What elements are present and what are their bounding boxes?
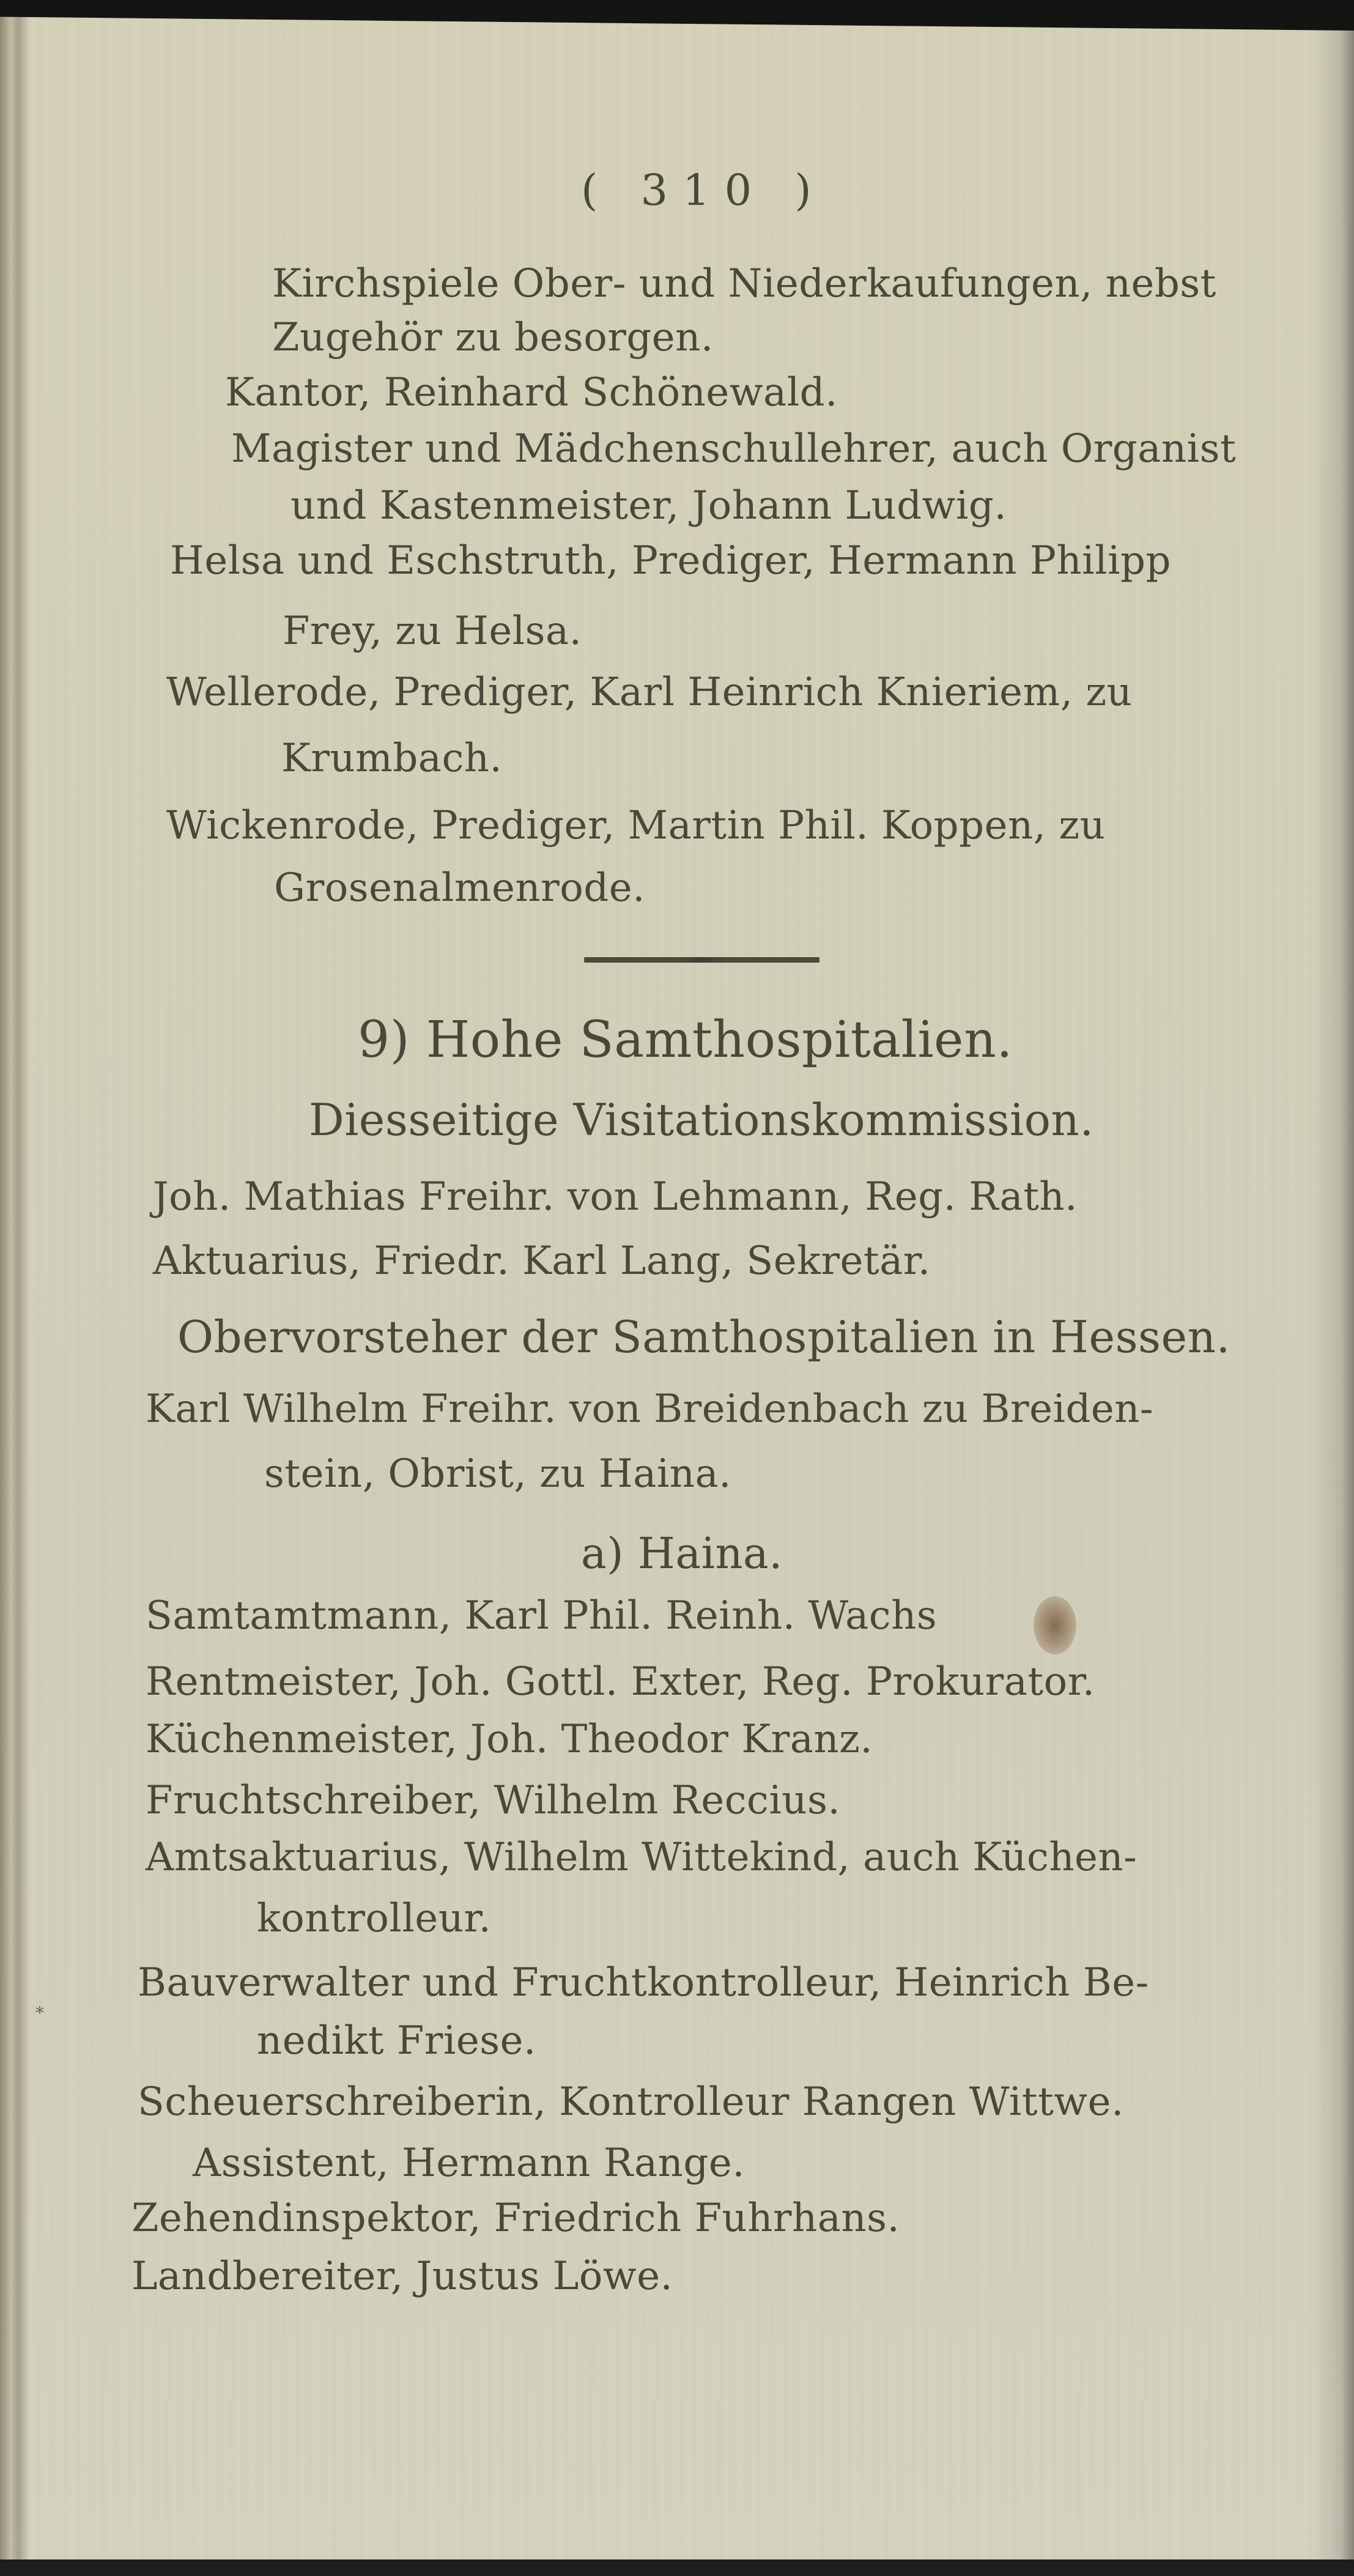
page-top-shadow (0, 0, 1354, 31)
continued-line-2: Zugehör zu besorgen. (272, 315, 714, 360)
haina-entry-assistent: Assistent, Hermann Range. (193, 2141, 745, 2186)
commission-heading: Diesseitige Visitationskommission. (309, 1094, 1094, 1146)
commission-member-1: Joh. Mathias Freihr. von Lehmann, Reg. Rath. (153, 1174, 1078, 1220)
haina-entry-bauverwalter-line-2: nedikt Friese. (257, 2018, 536, 2063)
commission-member-2: Aktuarius, Friedr. Karl Lang, Sekretär. (153, 1238, 931, 1284)
haina-entry-kuechenmeister: Küchenmeister, Joh. Theodor Kranz. (146, 1717, 873, 1762)
overseer-line-2: stein, Obrist, zu Haina. (264, 1451, 731, 1497)
entry-helsa-line-2: Frey, zu Helsa. (283, 609, 582, 654)
margin-mark: * (35, 2003, 44, 2023)
entry-magister-line-1: Magister und Mädchenschullehrer, auch Organist (231, 426, 1237, 472)
entry-wellerode-line-1: Wellerode, Prediger, Karl Heinrich Knieriem, zu (166, 670, 1133, 715)
entry-wickenrode-line-1: Wickenrode, Prediger, Martin Phil. Koppen, zu (166, 803, 1106, 848)
haina-entry-landbereiter: Landbereiter, Justus Löwe. (131, 2254, 673, 2299)
entry-wellerode-line-2: Krumbach. (281, 736, 503, 781)
haina-entry-scheuerschreiberin: Scheuerschreiberin, Kontrolleur Rangen Wittwe. (138, 2079, 1124, 2125)
haina-entry-amtsaktuarius-line-2: kontrolleur. (257, 1896, 492, 1941)
haina-entry-fruchtschreiber: Fruchtschreiber, Wilhelm Reccius. (146, 1778, 841, 1823)
overseer-heading: Obervorsteher der Samthospitalien in Hessen. (177, 1311, 1230, 1363)
haina-entry-amtsaktuarius-line-1: Amtsaktuarius, Wilhelm Wittekind, auch Küchen- (146, 1835, 1138, 1880)
entry-wickenrode-line-2: Grosenalmenrode. (274, 865, 645, 911)
haina-entry-zehendinspektor: Zehendinspektor, Friedrich Fuhrhans. (131, 2196, 900, 2241)
haina-entry-bauverwalter-line-1: Bauverwalter und Fruchtkontrolleur, Heinrich Be- (138, 1960, 1149, 2005)
ink-stain (1034, 1596, 1076, 1654)
entry-helsa-line-1: Helsa und Eschstruth, Prediger, Hermann Philipp (170, 538, 1171, 583)
section-divider (584, 957, 819, 963)
haina-entry-samtamtmann: Samtamtmann, Karl Phil. Reinh. Wachs (146, 1593, 938, 1638)
page-bottom-shadow (0, 2559, 1354, 2576)
section-title: 9) Hohe Samthospitalien. (358, 1011, 1013, 1069)
haina-entry-rentmeister: Rentmeister, Joh. Gottl. Exter, Reg. Prokurator. (146, 1659, 1095, 1704)
entry-kantor: Kantor, Reinhard Schönewald. (225, 370, 838, 415)
entry-magister-line-2: und Kastenmeister, Johann Ludwig. (290, 483, 1007, 528)
overseer-line-1: Karl Wilhelm Freihr. von Breidenbach zu Breiden- (146, 1386, 1154, 1432)
subsection-haina-heading: a) Haina. (581, 1528, 783, 1579)
page-number: ( 310 ) (581, 165, 826, 215)
continued-line-1: Kirchspiele Ober- und Niederkaufungen, nebst (272, 261, 1216, 306)
